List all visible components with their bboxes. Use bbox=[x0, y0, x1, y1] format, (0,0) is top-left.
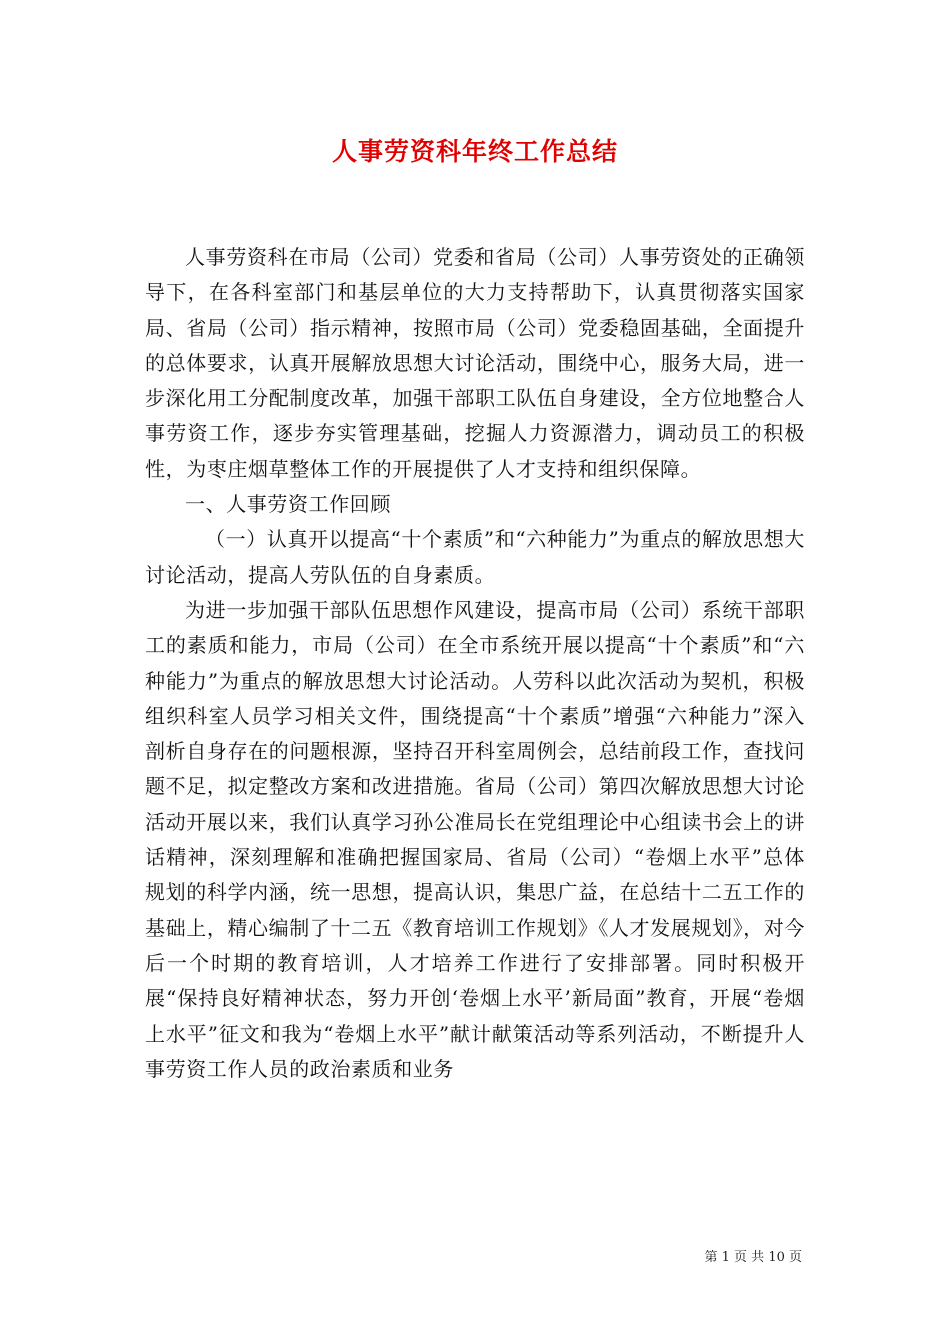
body-paragraph: 为进一步加强干部队伍思想作风建设，提高市局（公司）系统干部职工的素质和能力，市局（公司）在全市系统开展以提高“十个素质”和“六种能力”为重点的解放思想大讨论活动。人劳科以此次活动为契机，积极组织科室人员学习相关文件，围绕提高“十个素质”增强“六种能力”深入剖析自身存在的问题根源，坚持召开科室周例会，总结前段工作，查找问题不足，拟定整改方案和改进措施。省局（公司）第四次解放思想大讨论活动开展以来，我们认真学习孙公准局长在党组理论中心组读书会上的讲话精神，深刻理解和准确把握国家局、省局（公司）“卷烟上水平”总体规划的科学内涵，统一思想，提高认识，集思广益，在总结十二五工作的基础上，精心编制了十二五《教育培训工作规划》《人才发展规划》，对今后一个时期的教育培训，人才培养工作进行了安排部署。同时积极开展“保持良好精神状态，努力开创‘卷烟上水平’新局面”教育，开展“卷烟上水平”征文和我为“卷烟上水平”献计献策活动等系列活动，不断提升人事劳资工作人员的政治素质和业务 bbox=[145, 597, 805, 1081]
page-number-footer: 第 1 页 共 10 页 bbox=[704, 1250, 802, 1265]
intro-paragraph: 人事劳资科在市局（公司）党委和省局（公司）人事劳资处的正确领导下，在各科室部门和基层单位的大力支持帮助下，认真贯彻落实国家局、省局（公司）指示精神，按照市局（公司）党委稳固基础，全面提升的总体要求，认真开展解放思想大讨论活动，围绕中心，服务大局，进一步深化用工分配制度改革，加强干部职工队伍自身建设，全方位地整合人事劳资工作，逐步夯实管理基础，挖掘人力资源潜力，调动员工的积极性，为枣庄烟草整体工作的开展提供了人才支持和组织保障。 bbox=[145, 245, 805, 481]
subsection-heading: （一）认真开以提高“十个素质”和“六种能力”为重点的解放思想大讨论活动，提高人劳队伍的自身素质。 bbox=[145, 527, 805, 587]
document-body bbox=[145, 240, 805, 1087]
document-title: 人事劳资科年终工作总结 bbox=[331, 137, 618, 166]
section-heading: 一、人事劳资工作回顾 bbox=[185, 492, 391, 517]
